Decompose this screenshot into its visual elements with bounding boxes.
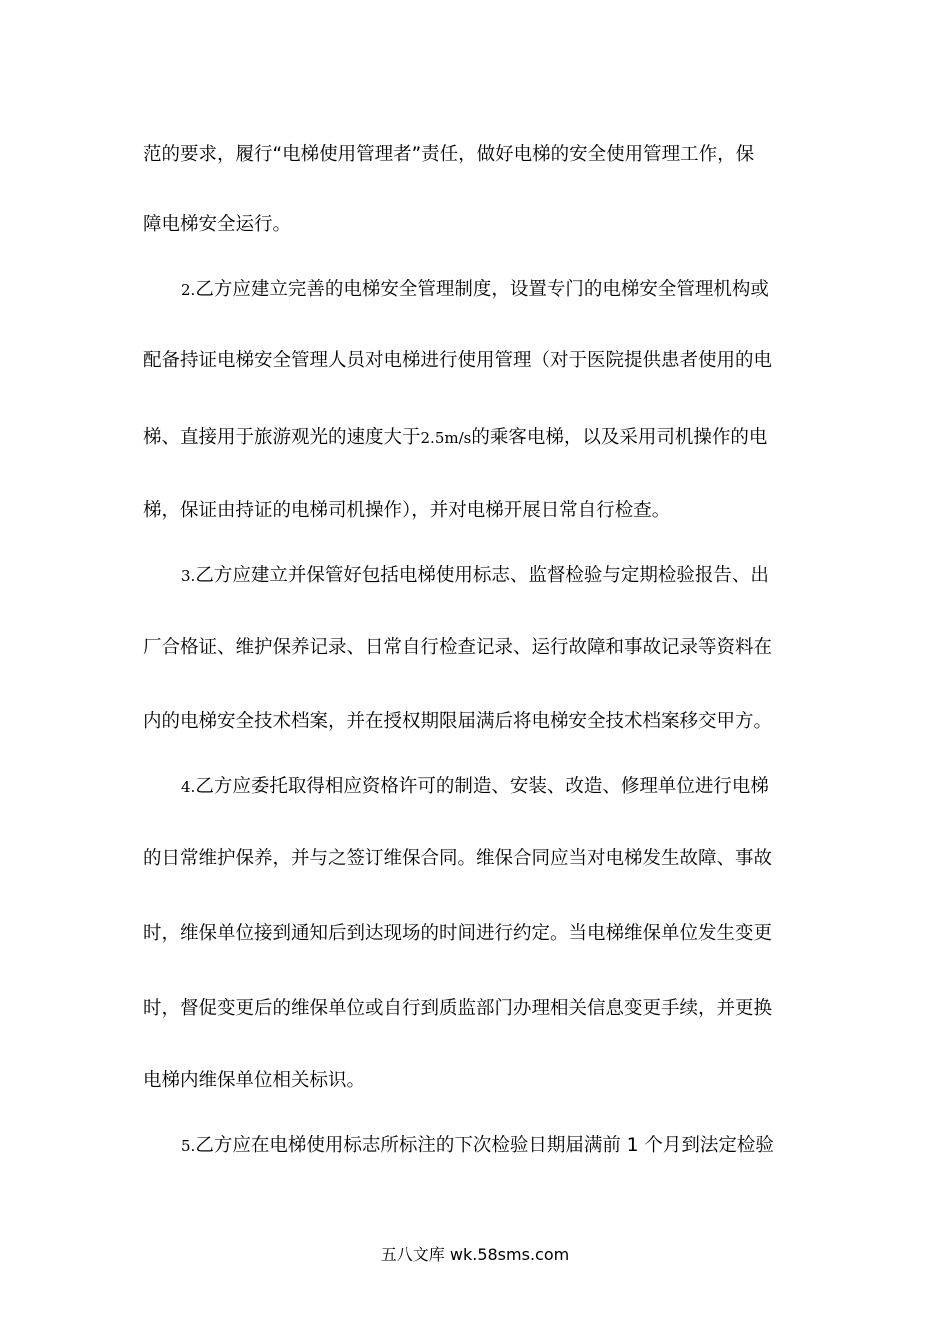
text-line: 时，督促变更后的维保单位或自行到质监部门办理相关信息变更手续，并更换 xyxy=(143,998,773,1019)
text-line: 乙方应委托取得相应资格许可的制造、安装、改造、修理单位进行电梯 xyxy=(195,776,769,797)
month-count: 1 xyxy=(626,1135,639,1156)
item-number: 2. xyxy=(181,281,196,299)
item-number: 3. xyxy=(181,567,196,585)
text-line: 乙方应建立并保管好包括电梯使用标志、监督检验与定期检验报告、出 xyxy=(195,565,769,586)
text-segment: 的乘客电梯，以及采用司机操作的电 xyxy=(471,427,768,448)
text-segment: 个月到法定检验 xyxy=(644,1135,774,1156)
speed-value: 2.5m/s xyxy=(420,429,472,447)
text-line: 范的要求，履行“电梯使用管理者”责任，做好电梯的安全使用管理工作，保 xyxy=(143,144,755,165)
text-segment: 乙方应在电梯使用标志所标注的下次检验日期届满前 xyxy=(195,1135,621,1156)
text-line: 梯，保证由持证的电梯司机操作），并对电梯开展日常自行检查。 xyxy=(143,500,671,521)
paragraph-3-first-line xyxy=(181,563,807,589)
paragraph-5-first-line xyxy=(181,1133,807,1159)
text-line: 障电梯安全运行。 xyxy=(143,214,292,235)
text-line: 配备持证电梯安全管理人员对电梯进行使用管理（对于医院提供患者使用的电 xyxy=(143,350,773,371)
text-line: 的日常维护保养，并与之签订维保合同。维保合同应当对电梯发生故障、事故 xyxy=(143,848,773,869)
text-line: 内的电梯安全技术档案，并在授权期限届满后将电梯安全技术档案移交甲方。 xyxy=(143,711,773,732)
paragraph-4-first-line xyxy=(181,774,807,800)
item-number: 4. xyxy=(181,778,196,796)
text-line: 时，维保单位接到通知后到达现场的时间进行约定。当电梯维保单位发生变更 xyxy=(143,923,773,944)
text-line: 厂合格证、维护保养记录、日常自行检查记录、运行故障和事故记录等资料在 xyxy=(143,637,773,658)
paragraph-2-first-line xyxy=(181,277,807,303)
text-segment: 梯、直接用于旅游观光的速度大于 xyxy=(143,427,421,448)
text-line-with-speed xyxy=(143,425,807,451)
text-line: 电梯内维保单位相关标识。 xyxy=(143,1070,366,1091)
text-line: 乙方应建立完善的电梯安全管理制度，设置专门的电梯安全管理机构或 xyxy=(195,279,769,300)
item-number: 5. xyxy=(181,1137,196,1155)
footer-watermark: 五八文库 wk.58sms.com xyxy=(380,1245,570,1264)
